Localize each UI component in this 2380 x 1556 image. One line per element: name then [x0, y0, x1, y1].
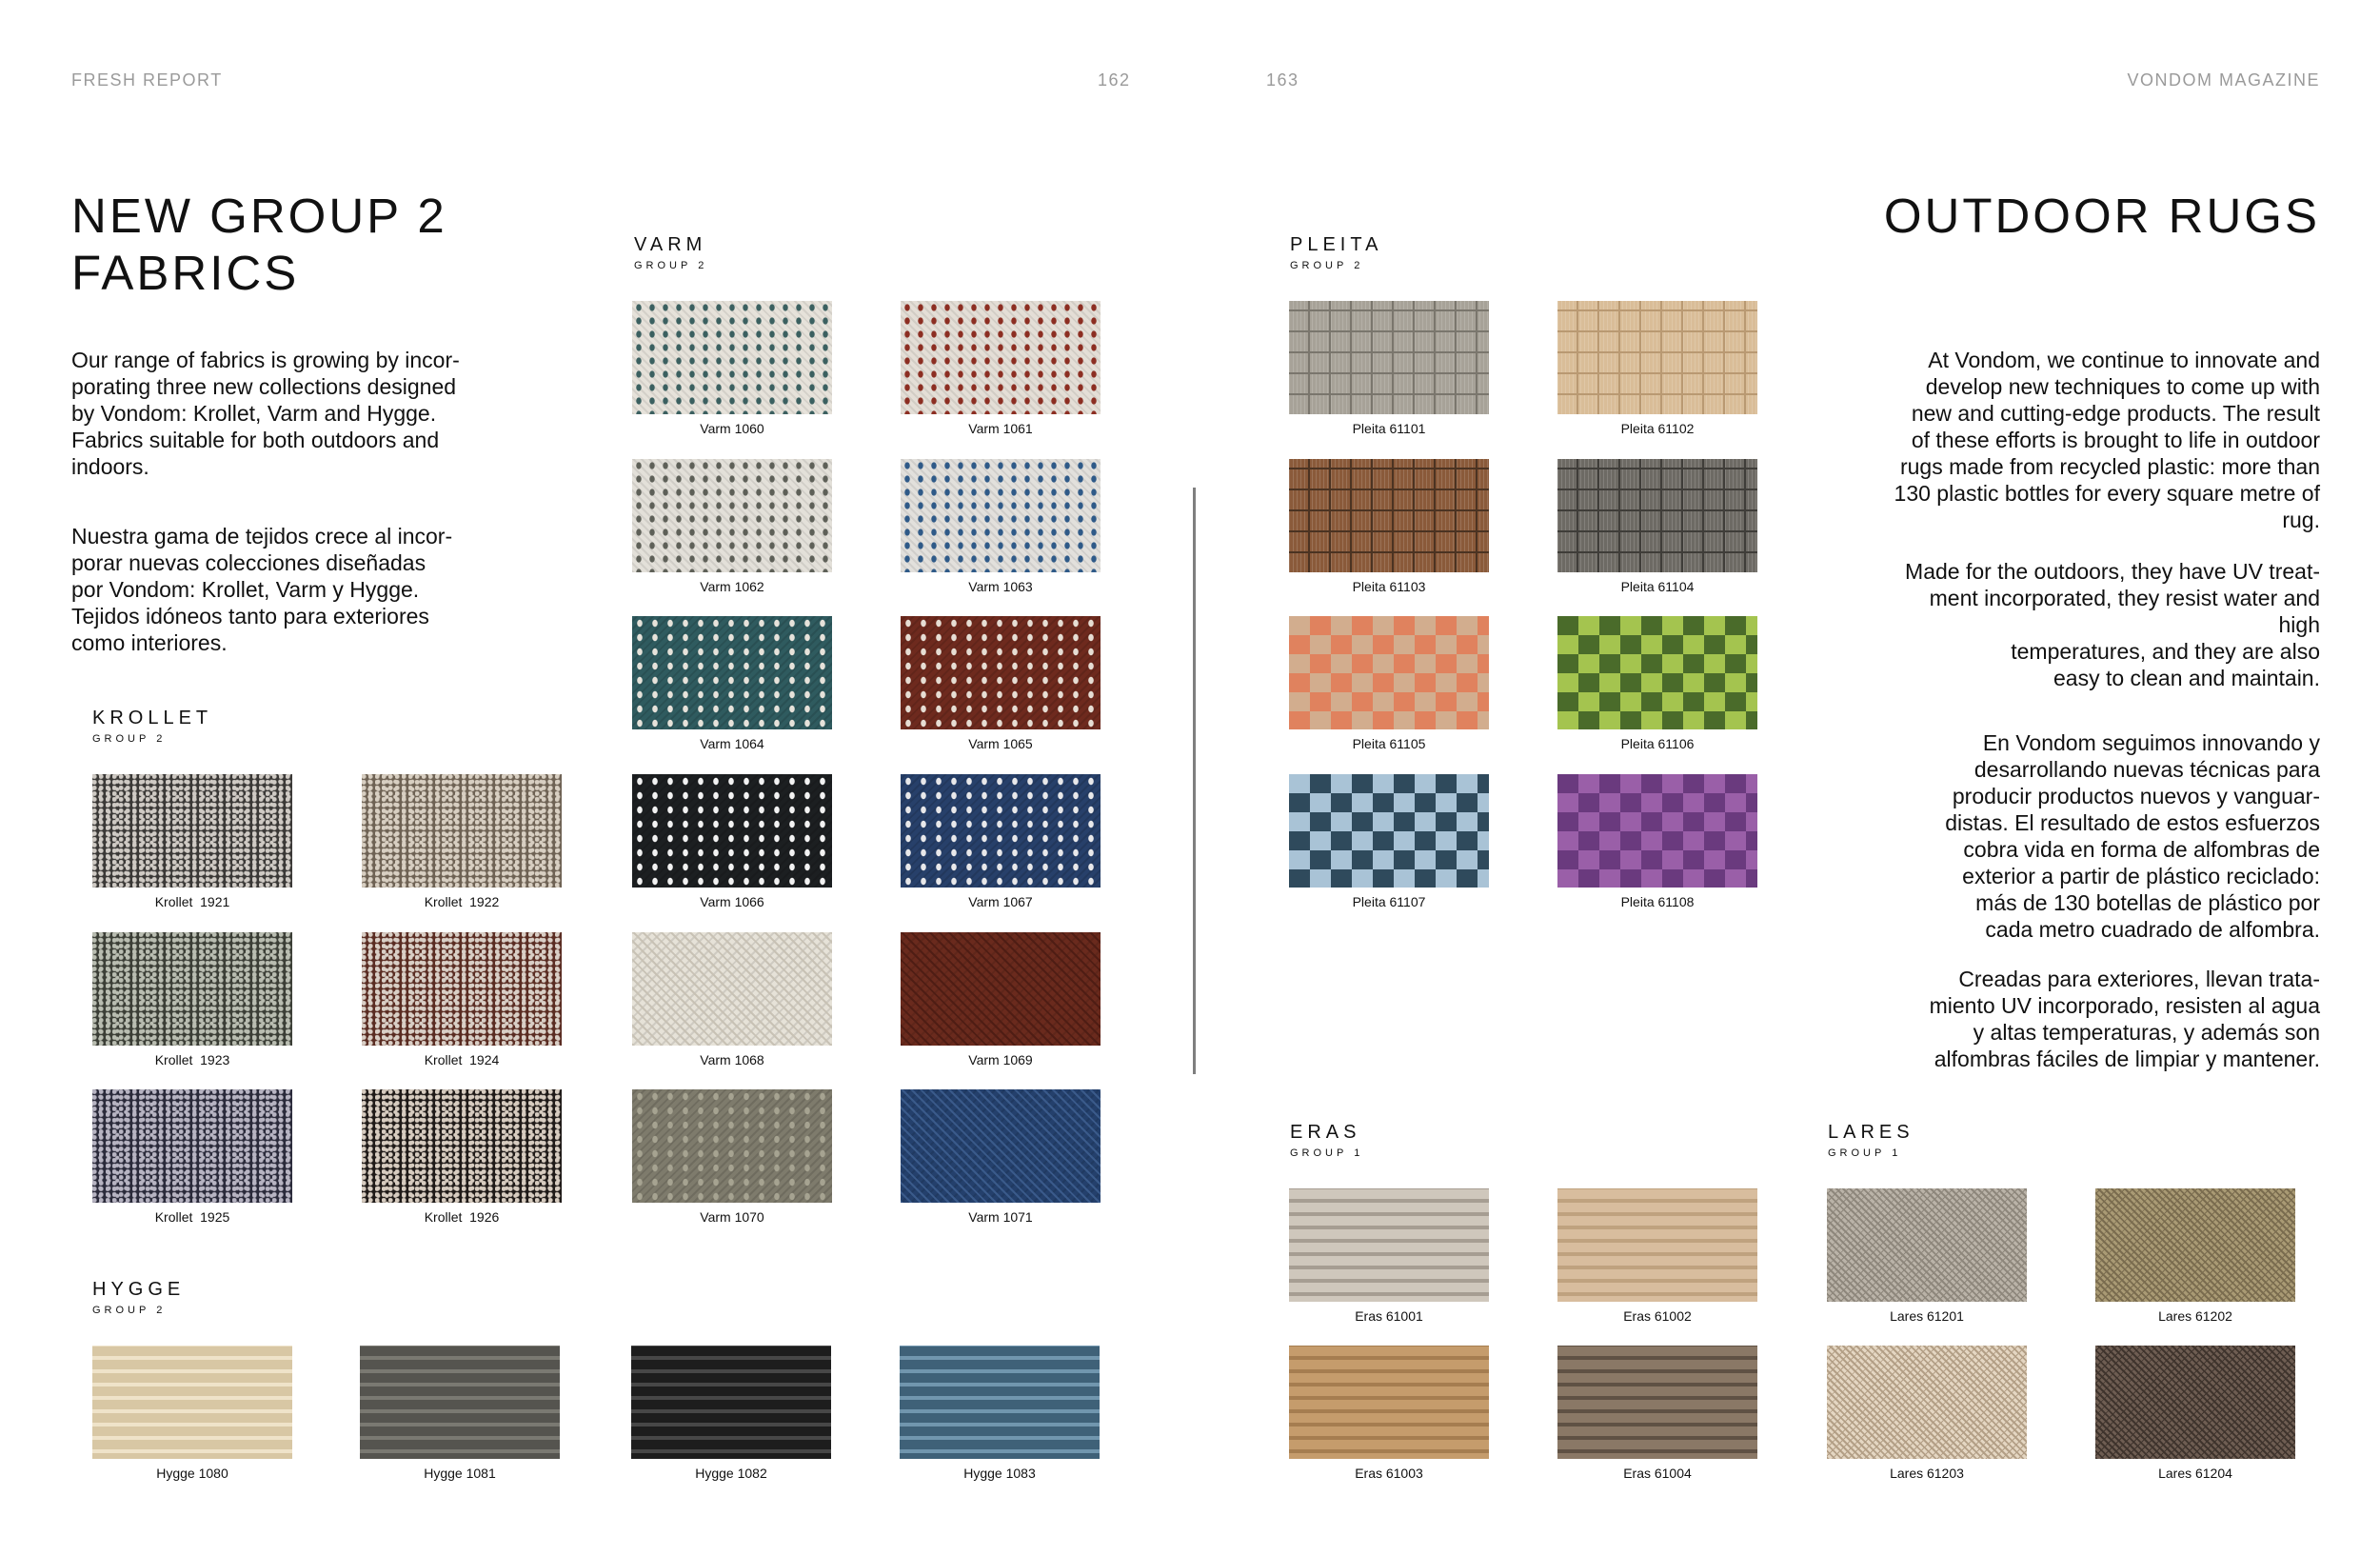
swatch-pleita-61107: [1289, 774, 1489, 910]
fabric-swatch: [1289, 459, 1489, 572]
swatch-pleita-61106: [1557, 616, 1757, 752]
swatch-varm-1065: [901, 616, 1101, 752]
rugs-spanish-p1: En Vondom seguimos innovando y desarrollando nuevas técnicas para producir productos nuevos y vanguar- distas. El resultado de estos esfuerzos cobra vida en forma de alfombras de exterior a partir de plástico reciclado: más de 130 botellas de plástico por cada metro cuadrado de alfombra.: [1945, 730, 2320, 942]
swatch-label: Pleita 61108: [1620, 894, 1695, 909]
swatch-eras-61001: [1289, 1188, 1489, 1325]
rugs-english-p2: Made for the outdoors, they have UV treat- ment incorporated, they resist water and high temperatures, and they are also easy to clean and maintain.: [1905, 559, 2320, 690]
swatch-pleita-61104: [1557, 459, 1757, 595]
swatch-varm-1068: [632, 932, 832, 1068]
swatch-label: Hygge 1081: [424, 1466, 496, 1481]
swatch-eras-61003: [1289, 1346, 1489, 1482]
swatch-label: Pleita 61105: [1352, 736, 1426, 751]
swatch-eras-61002: [1557, 1188, 1757, 1325]
swatch-label: Krollet 1926: [424, 1209, 500, 1225]
swatch-eras-61004: [1557, 1346, 1757, 1482]
swatch-label: Varm 1071: [968, 1209, 1033, 1225]
fabric-swatch: [362, 774, 562, 888]
swatch-label: Varm 1066: [700, 894, 764, 909]
swatch-pleita-61102: [1557, 301, 1757, 437]
lares-heading: LARES GROUP 1: [1828, 1122, 1914, 1159]
fabric-swatch: [900, 1346, 1100, 1459]
fabric-swatch: [1557, 616, 1757, 729]
fabric-swatch: [901, 301, 1101, 414]
swatch-label: Krollet 1922: [424, 894, 500, 909]
swatch-varm-1066: [632, 774, 832, 910]
swatch-hygge-1082: [631, 1346, 831, 1482]
swatch-krollet-1924: [362, 932, 562, 1068]
swatch-varm-1062: [632, 459, 832, 595]
swatch-label: Varm 1062: [700, 579, 764, 594]
swatch-label: Hygge 1080: [156, 1466, 228, 1481]
swatch-label: Lares 61203: [1890, 1466, 1964, 1481]
swatch-varm-1069: [901, 932, 1101, 1068]
swatch-pleita-61101: [1289, 301, 1489, 437]
swatch-label: Eras 61004: [1623, 1466, 1692, 1481]
fabric-swatch: [901, 616, 1101, 729]
swatch-lares-61202: [2095, 1188, 2295, 1325]
fabric-swatch: [362, 932, 562, 1046]
fabric-swatch: [632, 301, 832, 414]
fabric-swatch: [1827, 1188, 2027, 1302]
fabric-swatch: [901, 774, 1101, 888]
fabric-swatch: [2095, 1188, 2295, 1302]
swatch-label: Pleita 61102: [1620, 421, 1695, 436]
fabric-swatch: [92, 932, 292, 1046]
fabric-swatch: [1557, 301, 1757, 414]
fabric-swatch: [1289, 774, 1489, 888]
swatch-label: Pleita 61106: [1620, 736, 1695, 751]
swatch-label: Pleita 61104: [1620, 579, 1695, 594]
fabric-swatch: [362, 1089, 562, 1203]
swatch-pleita-61103: [1289, 459, 1489, 595]
swatch-label: Lares 61202: [2158, 1308, 2232, 1324]
fabric-swatch: [360, 1346, 560, 1459]
swatch-label: Eras 61002: [1623, 1308, 1692, 1324]
swatch-label: Lares 61204: [2158, 1466, 2232, 1481]
fabric-swatch: [1289, 301, 1489, 414]
swatch-label: Krollet 1921: [154, 894, 230, 909]
fabric-swatch: [632, 932, 832, 1046]
swatch-label: Varm 1064: [700, 736, 764, 751]
swatch-label: Varm 1065: [968, 736, 1033, 751]
swatch-label: Varm 1063: [968, 579, 1033, 594]
swatch-krollet-1923: [92, 932, 292, 1068]
swatch-hygge-1080: [92, 1346, 292, 1482]
fabric-swatch: [1289, 616, 1489, 729]
swatch-label: Pleita 61103: [1352, 579, 1426, 594]
swatch-pleita-61105: [1289, 616, 1489, 752]
swatch-varm-1061: [901, 301, 1101, 437]
swatch-varm-1070: [632, 1089, 832, 1226]
fabric-swatch: [632, 1089, 832, 1203]
swatch-lares-61203: [1827, 1346, 2027, 1482]
swatch-label: Eras 61001: [1355, 1308, 1423, 1324]
swatch-label: Krollet 1924: [424, 1052, 500, 1067]
fabric-swatch: [632, 774, 832, 888]
fabric-swatch: [901, 459, 1101, 572]
swatch-label: Varm 1068: [700, 1052, 764, 1067]
intro-spanish: Nuestra gama de tejidos crece al incor- porar nuevas colecciones diseñadas por Vondom: Krollet, Varm y Hygge. Tejidos idóneos tanto para exteriores como interiores.: [71, 524, 453, 655]
fabric-swatch: [1827, 1346, 2027, 1459]
swatch-varm-1063: [901, 459, 1101, 595]
swatch-label: Krollet 1923: [154, 1052, 230, 1067]
swatch-label: Varm 1069: [968, 1052, 1033, 1067]
page-number-left: 162: [1098, 70, 1131, 90]
swatch-varm-1064: [632, 616, 832, 752]
section-label-right: VONDOM MAGAZINE: [2127, 70, 2320, 90]
fabric-swatch: [92, 774, 292, 888]
swatch-lares-61204: [2095, 1346, 2295, 1482]
swatch-label: Krollet 1925: [154, 1209, 230, 1225]
swatch-label: Varm 1067: [968, 894, 1033, 909]
swatch-pleita-61108: [1557, 774, 1757, 910]
swatch-varm-1071: [901, 1089, 1101, 1226]
pleita-heading: PLEITA GROUP 2: [1290, 234, 1383, 271]
fabric-swatch: [1557, 774, 1757, 888]
swatch-label: Varm 1060: [700, 421, 764, 436]
fabric-swatch: [901, 1089, 1101, 1203]
swatch-label: Eras 61003: [1355, 1466, 1423, 1481]
fabric-swatch: [92, 1346, 292, 1459]
fabric-swatch: [92, 1089, 292, 1203]
swatch-krollet-1922: [362, 774, 562, 910]
left-title: [71, 188, 447, 302]
rugs-spanish-p2: Creadas para exteriores, llevan trata- miento UV incorporado, resisten al agua y altas temperaturas, y además son alfombras fáciles de limpiar y mantener.: [1929, 967, 2320, 1071]
fabric-swatch: [2095, 1346, 2295, 1459]
swatch-label: Lares 61201: [1890, 1308, 1964, 1324]
swatch-krollet-1925: [92, 1089, 292, 1226]
swatch-label: Varm 1070: [700, 1209, 764, 1225]
fabric-swatch: [1557, 1188, 1757, 1302]
section-label-left: FRESH REPORT: [71, 70, 223, 90]
fabric-swatch: [1557, 1346, 1757, 1459]
swatch-label: Hygge 1083: [963, 1466, 1036, 1481]
fabric-swatch: [1289, 1188, 1489, 1302]
fabric-swatch: [1289, 1346, 1489, 1459]
krollet-heading: KROLLET GROUP 2: [92, 708, 213, 745]
swatch-varm-1067: [901, 774, 1101, 910]
eras-heading: ERAS GROUP 1: [1290, 1122, 1364, 1159]
swatch-lares-61201: [1827, 1188, 2027, 1325]
hygge-heading: HYGGE GROUP 2: [92, 1279, 186, 1316]
swatch-label: Pleita 61107: [1352, 894, 1426, 909]
fabric-swatch: [632, 459, 832, 572]
fabric-swatch: [632, 616, 832, 729]
fabric-swatch: [631, 1346, 831, 1459]
swatch-krollet-1921: [92, 774, 292, 910]
varm-heading: VARM GROUP 2: [634, 234, 708, 271]
left-title-line2: FABRICS: [71, 246, 300, 300]
left-title-line1: NEW GROUP 2: [71, 189, 447, 243]
intro-english: Our range of fabrics is growing by incor- porating three new collections designed by Vondom: Krollet, Varm and Hygge. Fabrics suitable for both outdoors and indoors.: [71, 348, 460, 479]
swatch-varm-1060: [632, 301, 832, 437]
swatch-hygge-1083: [900, 1346, 1100, 1482]
vertical-divider: [1193, 488, 1196, 1074]
swatch-label: Pleita 61101: [1352, 421, 1426, 436]
page-number-right: 163: [1266, 70, 1299, 90]
rugs-english-p1: At Vondom, we continue to innovate and develop new techniques to come up with new and cutting-edge products. The result of these efforts is brought to life in outdoor rugs made from recycled plastic: more than 130 plastic bottles for every square metre of rug.: [1894, 348, 2320, 532]
swatch-label: Hygge 1082: [695, 1466, 767, 1481]
fabric-swatch: [1557, 459, 1757, 572]
fabric-swatch: [901, 932, 1101, 1046]
right-title: OUTDOOR RUGS: [1883, 189, 2320, 243]
swatch-krollet-1926: [362, 1089, 562, 1226]
swatch-hygge-1081: [360, 1346, 560, 1482]
swatch-label: Varm 1061: [968, 421, 1033, 436]
